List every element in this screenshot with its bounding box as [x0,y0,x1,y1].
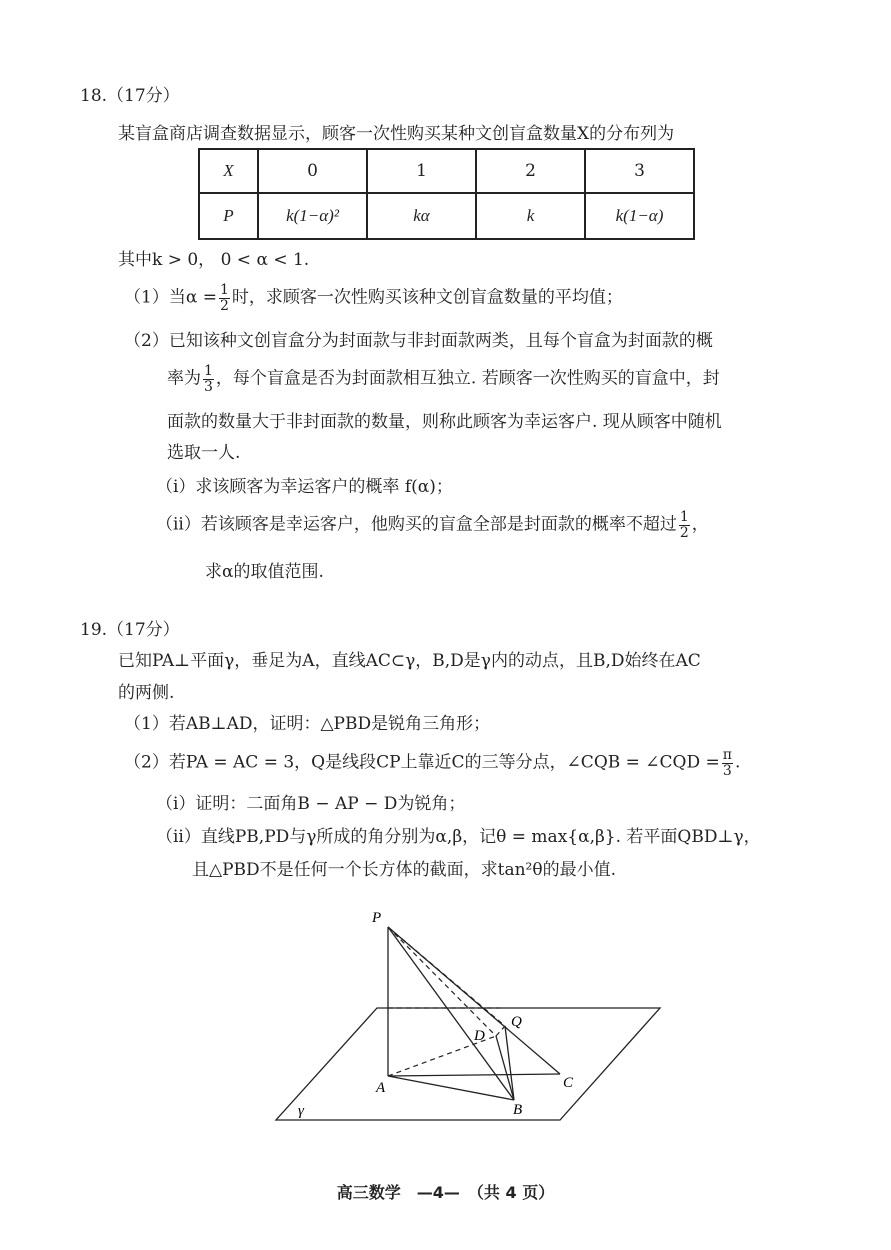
q18-part1-pre: （1）当α = [124,287,217,308]
label-p: P [372,910,382,926]
q18-sub-ii-post: ， [691,514,709,535]
edge-pc [388,927,560,1074]
q18-sub-ii-line2: 求α的取值范围. [205,562,324,582]
q18-part2-line4: 选取一人. [167,443,241,463]
edge-pq-inner [388,927,505,1026]
table-cell-p0: k(1−α)² [258,193,367,239]
edge-qd [496,1026,505,1036]
q18-number: 18.（17分） [80,86,180,106]
fraction-numerator: 1 [204,363,213,379]
q19-line1: 已知PA⊥平面γ，垂足为A，直线AC⊂γ，B,D是γ内的动点，且B,D始终在AC [118,651,701,671]
fraction-numerator: π [722,747,732,763]
q19-number: 19.（17分） [80,620,180,640]
q19-line2: 的两侧. [118,683,175,703]
label-q: Q [511,1014,522,1030]
edge-pb [388,927,514,1100]
fraction-numerator: 1 [679,509,689,525]
label-gamma: γ [298,1103,304,1119]
q19-sub-ii-line2: 且△PBD不是任何一个长方体的截面，求tan²θ的最小值. [192,860,617,880]
plane-gamma [276,1008,660,1120]
q18-part2-line2-post: ，每个盲盒是否为封面款相互独立. 若顾客一次性购买的盲盒中，封 [215,368,720,389]
page-footer: 高三数学 —4— （共 4 页） [336,1183,555,1202]
edge-ab [388,1076,514,1100]
table-header-3: 3 [585,149,694,193]
label-b: B [513,1102,523,1118]
fraction-denominator: 2 [219,297,229,314]
fraction-denominator: 3 [722,762,732,779]
label-c: C [563,1075,574,1091]
label-a: A [376,1080,386,1096]
q19-part2-pre: （2）若PA = AC = 3，Q是线段CP上靠近C的三等分点，∠CQB = ∠CQD = [124,752,720,773]
q19-part1: （1）若AB⊥AD，证明：△PBD是锐角三角形； [124,714,491,734]
q18-part2-line1: （2）已知该种文创盲盒分为封面款与非封面款两类，且每个盲盒为封面款的概 [124,331,713,351]
table-header-1: 1 [367,149,476,193]
table-cell-p1: kα [367,193,476,239]
q18-intro: 某盲盒商店调查数据显示，顾客一次性购买某种文创盲盒数量X的分布列为 [118,124,675,144]
fraction-numerator: 1 [219,282,229,298]
table-header-0: 0 [258,149,367,193]
fraction-denominator: 2 [679,524,689,541]
table-cell-p: P [199,193,258,239]
q18-sub-ii-pre: （ii）若该顾客是幸运客户，他购买的盲盒全部是封面款的概率不超过 [156,514,677,535]
q18-sub-i: （i）求该顾客为幸运客户的概率 f(α)； [156,477,453,497]
q18-condition: 其中k > 0， 0 < α < 1. [118,250,310,270]
q18-part2-line2-pre: 率为 [167,368,201,389]
q19-part2-post: . [734,752,741,773]
q19-sub-i: （i）证明：二面角B − AP − D为锐角； [156,794,466,814]
edge-ac [388,1074,560,1076]
table-cell-p3: k(1−α) [585,193,694,239]
fraction-denominator: 3 [204,378,213,395]
table-cell-p2: k [476,193,585,239]
edge-db [496,1036,514,1100]
label-d: D [474,1028,485,1044]
table-header-2: 2 [476,149,585,193]
q18-part1-post: 时，求顾客一次性购买该种文创盲盒数量的平均值； [231,287,623,308]
table-header-x: X [199,149,258,193]
q19-sub-ii-line1: （ii）直线PB,PD与γ所成的角分别为α,β，记θ = max{α,β}. 若平面QBD⊥γ， [156,827,761,847]
q18-part2-line3: 面款的数量大于非封面款的数量，则称此顾客为幸运客户. 现从顾客中随机 [167,412,722,432]
edge-pd [388,927,496,1036]
